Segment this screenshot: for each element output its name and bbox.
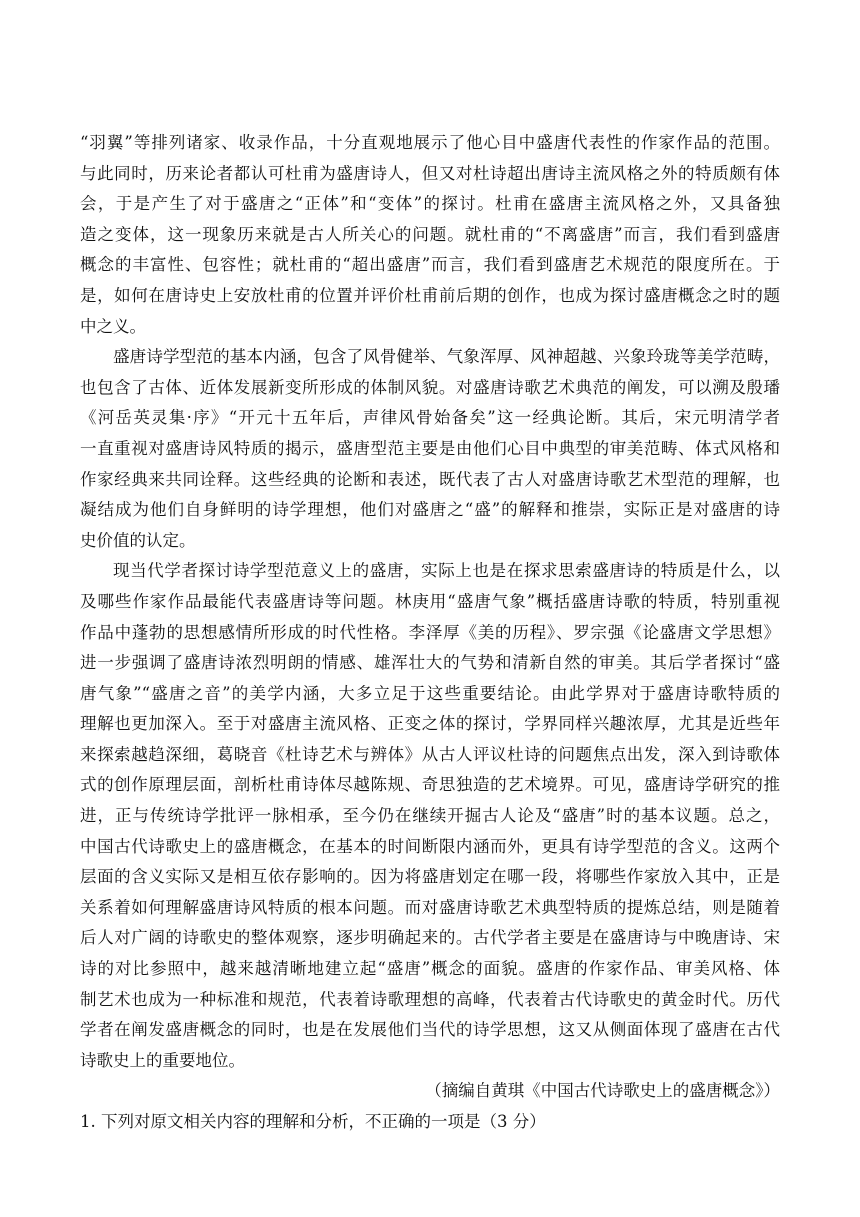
text-line: 式的创作原理层面，剖析杜甫诗体尽越陈规、奇思独造的艺术境界。可见，盛唐诗学研究的推 <box>80 775 780 795</box>
text-line: 作家经典来共同诠释。这些经典的论断和表述，既代表了古人对盛唐诗歌艺术型范的理解，也 <box>80 469 780 489</box>
source-citation: （摘编自黄琪《中国古代诗歌史上的盛唐概念》） <box>425 1081 780 1101</box>
text-line: 史价值的认定。 <box>80 530 196 550</box>
text-line: 是，如何在唐诗史上安放杜甫的位置并评价杜甫前后期的创作，也成为探讨盛唐概念之时的题 <box>80 285 780 305</box>
text-line: 进一步强调了盛唐诗浓烈明朗的情感、雄浑壮大的气势和清新自然的审美。其后学者探讨“盛 <box>80 653 780 673</box>
paragraph-3 <box>80 556 780 1076</box>
text-line: 学者在阐发盛唐概念的同时，也是在发展他们当代的诗学思想，这又从侧面体现了盛唐在古代 <box>80 1020 780 1040</box>
text-line: 诗的对比参照中，越来越清晰地建立起“盛唐”概念的面貌。盛唐的作家作品、审美风格、体 <box>80 959 780 979</box>
text-line: 进，正与传统诗学批评一脉相承，至今仍在继续开掘古人论及“盛唐”时的基本议题。总之， <box>80 806 780 826</box>
text-line: 与此同时，历来论者都认可杜甫为盛唐诗人，但又对杜诗超出唐诗主流风格之外的特质颇有体 <box>80 163 780 183</box>
text-line: 一直重视对盛唐诗风特质的揭示，盛唐型范主要是由他们心目中典型的审美范畴、体式风格和 <box>80 438 780 458</box>
text-line: 关系着如何理解盛唐诗风特质的根本问题。而对盛唐诗歌艺术典型特质的提炼总结，则是随着 <box>80 897 780 917</box>
text-line: 盛唐诗学型范的基本内涵，包含了风骨健举、气象浑厚、风神超越、兴象玲珑等美学范畴， <box>113 347 780 367</box>
paragraph-2 <box>80 342 780 556</box>
text-line: 凝结成为他们自身鲜明的诗学理想，他们对盛唐之“盛”的解释和推崇，实际正是对盛唐的诗 <box>80 500 780 520</box>
text-line: 也包含了古体、近体发展新变所形成的体制风貌。对盛唐诗歌艺术典范的阐发，可以溯及殷璠 <box>80 377 780 397</box>
article-body <box>80 128 780 1138</box>
text-line: 作品中蓬勃的思想感情所形成的时代性格。李泽厚《美的历程》、罗宗强《论盛唐文学思想》 <box>80 622 780 642</box>
text-line: 造之变体，这一现象历来就是古人所关心的问题。就杜甫的“不离盛唐”而言，我们看到盛唐 <box>80 224 780 244</box>
text-line: 《河岳英灵集·序》“开元十五年后，声律风骨始备矣”这一经典论断。其后，宋元明清学者 <box>80 408 780 428</box>
text-line: 会，于是产生了对于盛唐之“正体”和“变体”的探讨。杜甫在盛唐主流风格之外，又具备独 <box>80 194 780 214</box>
text-line: 后人对广阔的诗歌史的整体观察，逐步明确起来的。古代学者主要是在盛唐诗与中晚唐诗、宋 <box>80 928 780 948</box>
paragraph-1 <box>80 128 780 342</box>
text-line: 唐气象”“盛唐之音”的美学内涵，大多立足于这些重要结论。由此学界对于盛唐诗歌特质的 <box>80 683 780 703</box>
text-line: 及哪些作家作品最能代表盛唐诗等问题。林庚用“盛唐气象”概括盛唐诗歌的特质，特别重视 <box>80 591 780 611</box>
text-line: 现当代学者探讨诗学型范意义上的盛唐，实际上也是在探求思索盛唐诗的特质是什么，以 <box>113 561 780 581</box>
text-line: 概念的丰富性、包容性；就杜甫的“超出盛唐”而言，我们看到盛唐艺术规范的限度所在。于 <box>80 255 780 275</box>
text-line: “羽翼”等排列诸家、收录作品，十分直观地展示了他心目中盛唐代表性的作家作品的范围。 <box>80 133 780 152</box>
text-line: 中之义。 <box>80 316 146 336</box>
text-line: 中国古代诗歌史上的盛唐概念，在基本的时间断限内涵而外，更具有诗学型范的含义。这两个 <box>80 836 780 856</box>
text-line: 来探索越趋深细，葛晓音《杜诗艺术与辨体》从古人评议杜诗的问题焦点出发，深入到诗歌体 <box>80 744 780 764</box>
text-line: 层面的含义实际又是相互依存影响的。因为将盛唐划定在哪一段，将哪些作家放入其中，正是 <box>80 867 780 887</box>
text-line: 理解也更加深入。至于对盛唐主流风格、正变之体的探讨，学界同样兴趣浓厚，尤其是近些年 <box>80 714 780 734</box>
question-1: 1. 下列对原文相关内容的理解和分析，不正确的一项是（3 分） <box>80 1112 546 1131</box>
text-line: 制艺术也成为一种标准和规范，代表着诗歌理想的高峰，代表着古代诗歌史的黄金时代。历代 <box>80 989 780 1009</box>
text-line: 诗歌史上的重要地位。 <box>80 1050 245 1070</box>
